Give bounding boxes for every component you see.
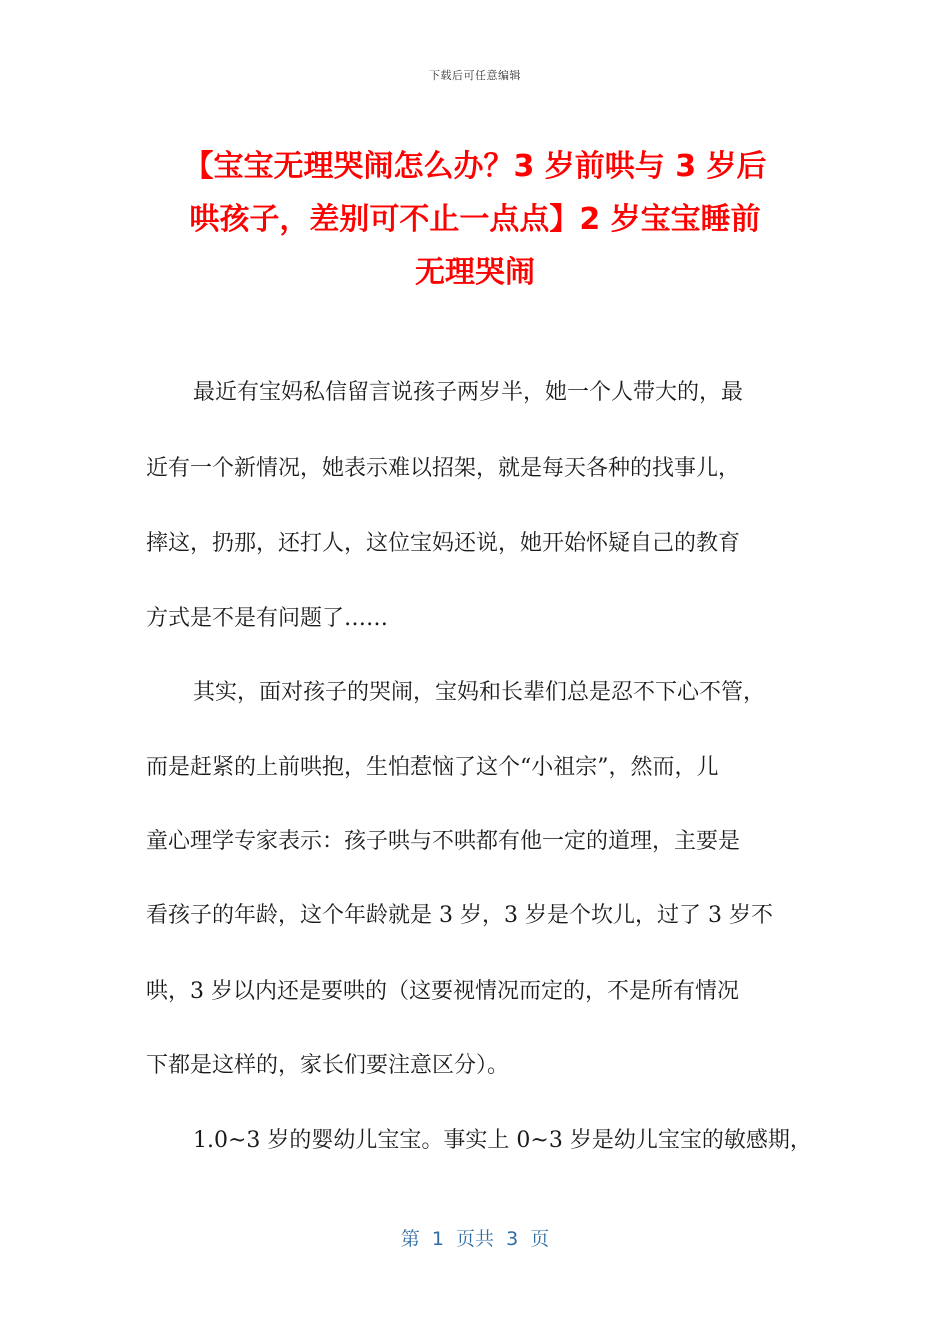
title-line: 无理哭闹 [415,255,535,290]
header-note: 下载后可任意编辑 [429,69,521,82]
body-line: 而是赶紧的上前哄抱，生怕惹恼了这个“小祖宗”，然而，儿 [146,755,719,780]
document-title [150,140,800,299]
body-line: 近有一个新情况，她表示难以招架，就是每天各种的找事儿， [146,456,741,481]
body-line: 下都是这样的，家长们要注意区分）。 [146,1053,510,1078]
body-line: 方式是不是有问题了…… [146,606,389,631]
body-line: 童心理学专家表示：孩子哄与不哄都有他一定的道理，主要是 [146,829,741,854]
body-line: 哄，3 岁以内还是要哄的（这要视情况而定的，不是所有情况 [146,979,739,1004]
title-line: 哄孩子，差别可不止一点点】2 岁宝宝睡前 [189,202,761,237]
body-line: 1.0~3 岁的婴幼儿宝宝。事实上 0~3 岁是幼儿宝宝的敏感期， [193,1128,812,1153]
body-line: 摔这，扔那，还打人，这位宝妈还说，她开始怀疑自己的教育 [146,531,741,556]
page-number-footer: 第 1 页共 3 页 [400,1228,550,1250]
body-line: 最近有宝妈私信留言说孩子两岁半，她一个人带大的，最 [193,380,744,405]
title-line: 【宝宝无理哭闹怎么办？3 岁前哄与 3 岁后 [183,149,767,184]
body-line: 其实，面对孩子的哭闹，宝妈和长辈们总是忍不下心不管， [193,680,766,705]
body-line: 看孩子的年龄，这个年龄就是 3 岁，3 岁是个坎儿，过了 3 岁不 [146,903,773,928]
